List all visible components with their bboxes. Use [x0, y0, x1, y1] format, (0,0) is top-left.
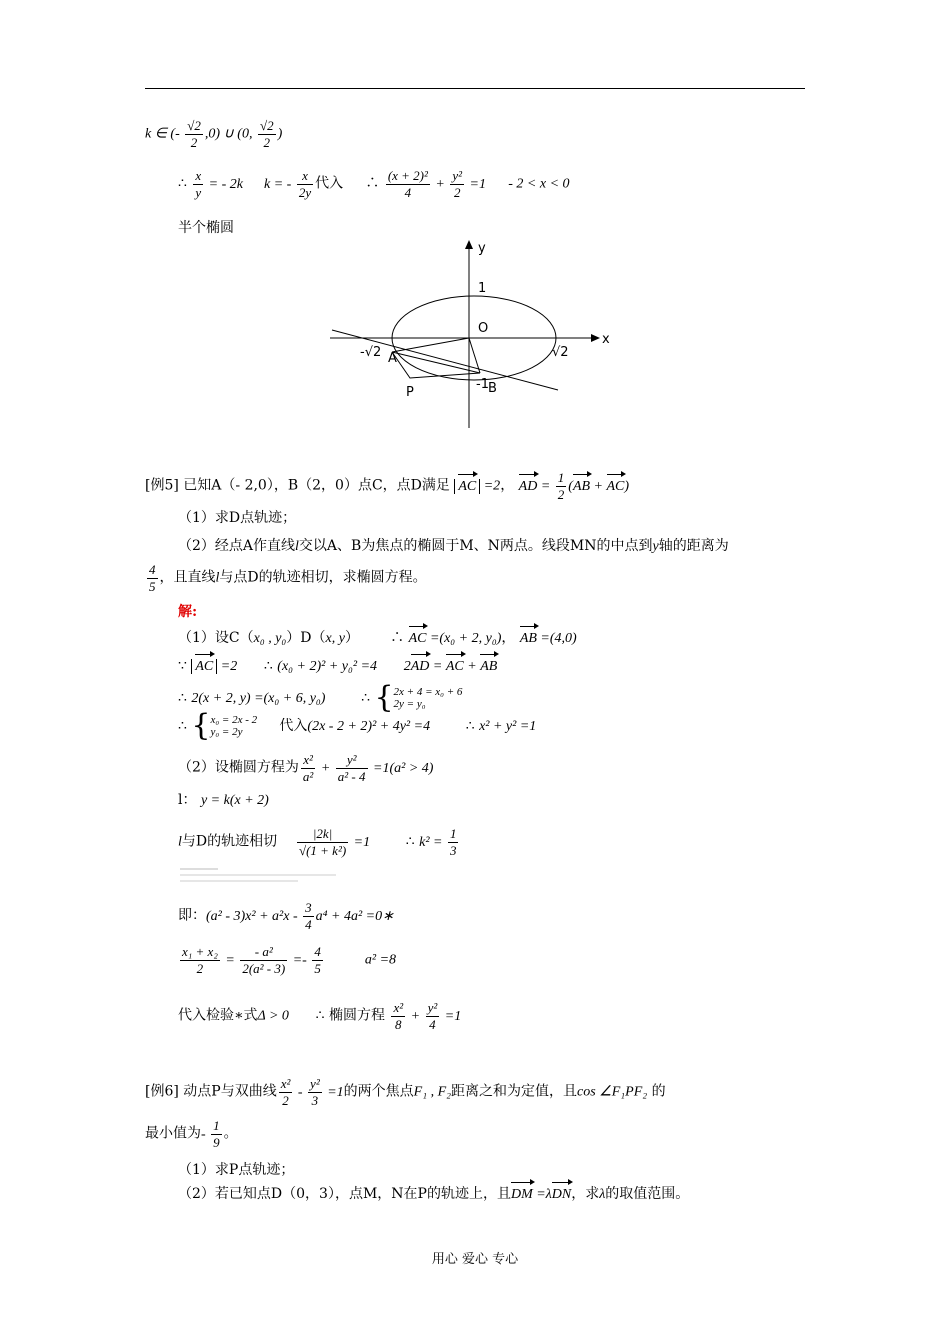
label-origin: O [478, 321, 489, 336]
solution-step3: ∴ 2(x + 2, y) =(x₀ + 6, y₀) ∴ {2x + 4 = x₀ + 6 2y = y₀ [178, 680, 463, 715]
label-pos-sqrt2: √2 [552, 345, 569, 360]
faint-scan-artifact [178, 866, 338, 886]
label-one: 1 [478, 281, 487, 296]
page-footer: 用心 爱心 专心 [431, 1252, 519, 1267]
solution-step6: l： y = k(x + 2) [178, 792, 269, 808]
header-rule [145, 88, 805, 89]
solution-step10: 代入检验∗式Δ > 0 ∴ 椭圆方程 $\frac{\text{x²}}{8}$ + $\frac{\text{y²}}{4}$ =1 [178, 1000, 462, 1032]
solution-label: 解: [178, 604, 198, 620]
x-axis-arrow [591, 334, 600, 342]
x-axis-label: x [602, 332, 610, 347]
example5-question1: （1）求D点轨迹； [178, 510, 297, 526]
example5-question2-cont: $\frac{4}{5}$ ，且直线l与点D的轨迹相切，求椭圆方程。 [149, 562, 427, 594]
solution-step9: $\frac{\text{x₁ + x₂}}{2}$ = $\frac{\text{- a²}}{\text{2(a² - 3)}}$ =- $\frac{4}{5}$ a² =8 [182, 944, 397, 976]
example6-heading-cont: 最小值为- $\frac{1}{9}$ 。 [145, 1118, 238, 1150]
solution-step5: （2）设椭圆方程为 $\frac{\text{x²}}{\text{a²}}$ + $\frac{\text{y²}}{\text{a² - 4}}$ =1(a² > 4) [178, 752, 434, 784]
point-a-label: A [388, 351, 397, 366]
relation-line: ∴ $\frac{x}{y}$ = - 2k k = - $\frac{x}{2y}$ 代入 ∴ $\frac{\text{(x + 2)²}}{4}$ + $\frac{\text{y²}}{2}$ =1 - 2 < x < 0 [178, 168, 570, 200]
label-neg-sqrt2: -√2 [360, 345, 382, 360]
solution-step2: ∵ AC =2 ∴ (x₀ + 2)² + y₀² =4 2AD = AC + AB [178, 656, 497, 677]
example6-heading: [例6] 动点P与双曲线 $\frac{\text{x²}}{2}$ - $\frac{\text{y²}}{3}$ =1的两个焦点F₁ , F₂距离之和为定值，且cos ∠F₁PF₂ 的 [145, 1076, 666, 1108]
solution-step1: （1）设C（x₀ , y₀）D（x, y） ∴ AC =(x₀ + 2, y₀)， AB =(4,0) [178, 628, 577, 649]
k-range-line: k ∈ (- $\frac{√2}{2}$ ,0) ∪ (0, $\frac{√2}{2}$ ) [145, 118, 283, 150]
half-ellipse-text: 半个椭圆 [178, 220, 234, 236]
example5-question2: （2）经点A作直线l交以A、B为焦点的椭圆于M、N两点。线段MN的中点到y轴的距离为 [178, 538, 729, 554]
solution-step4: ∴ {x₀ = 2x - 2 y₀ = 2y 代入(2x - 2 + 2)² + 4y² =4 ∴ x² + y² =1 [178, 708, 537, 743]
solution-step8: 即：(a² - 3)x² + a²x - $\frac{3}{4}$ a⁴ + 4a² =0∗ [178, 900, 394, 932]
example6-question1: （1）求P点轨迹； [178, 1162, 295, 1178]
solution-step7: l与D的轨迹相切 $\frac{|2k|}{\text{√(1 + k²)}}$ =1 ∴ k² = $\frac{1}{3}$ [178, 826, 457, 858]
label-neg-one: -1 [476, 377, 489, 392]
y-axis-label: y [478, 241, 486, 256]
point-p-label: P [406, 385, 414, 400]
ellipse-figure [330, 238, 620, 433]
example6-question2: （2）若已知点D（0，3），点M，N在P的轨迹上，且DM =λDN，求λ的取值范围。 [178, 1184, 689, 1205]
y-axis-arrow [465, 240, 473, 249]
example5-heading: [例5] 已知A（- 2,0），B（2，0）点C，点D满足 AC =2， AD = $\frac{1}{2}$ (AB + AC) [145, 470, 630, 502]
point-b-label: B [488, 381, 497, 396]
